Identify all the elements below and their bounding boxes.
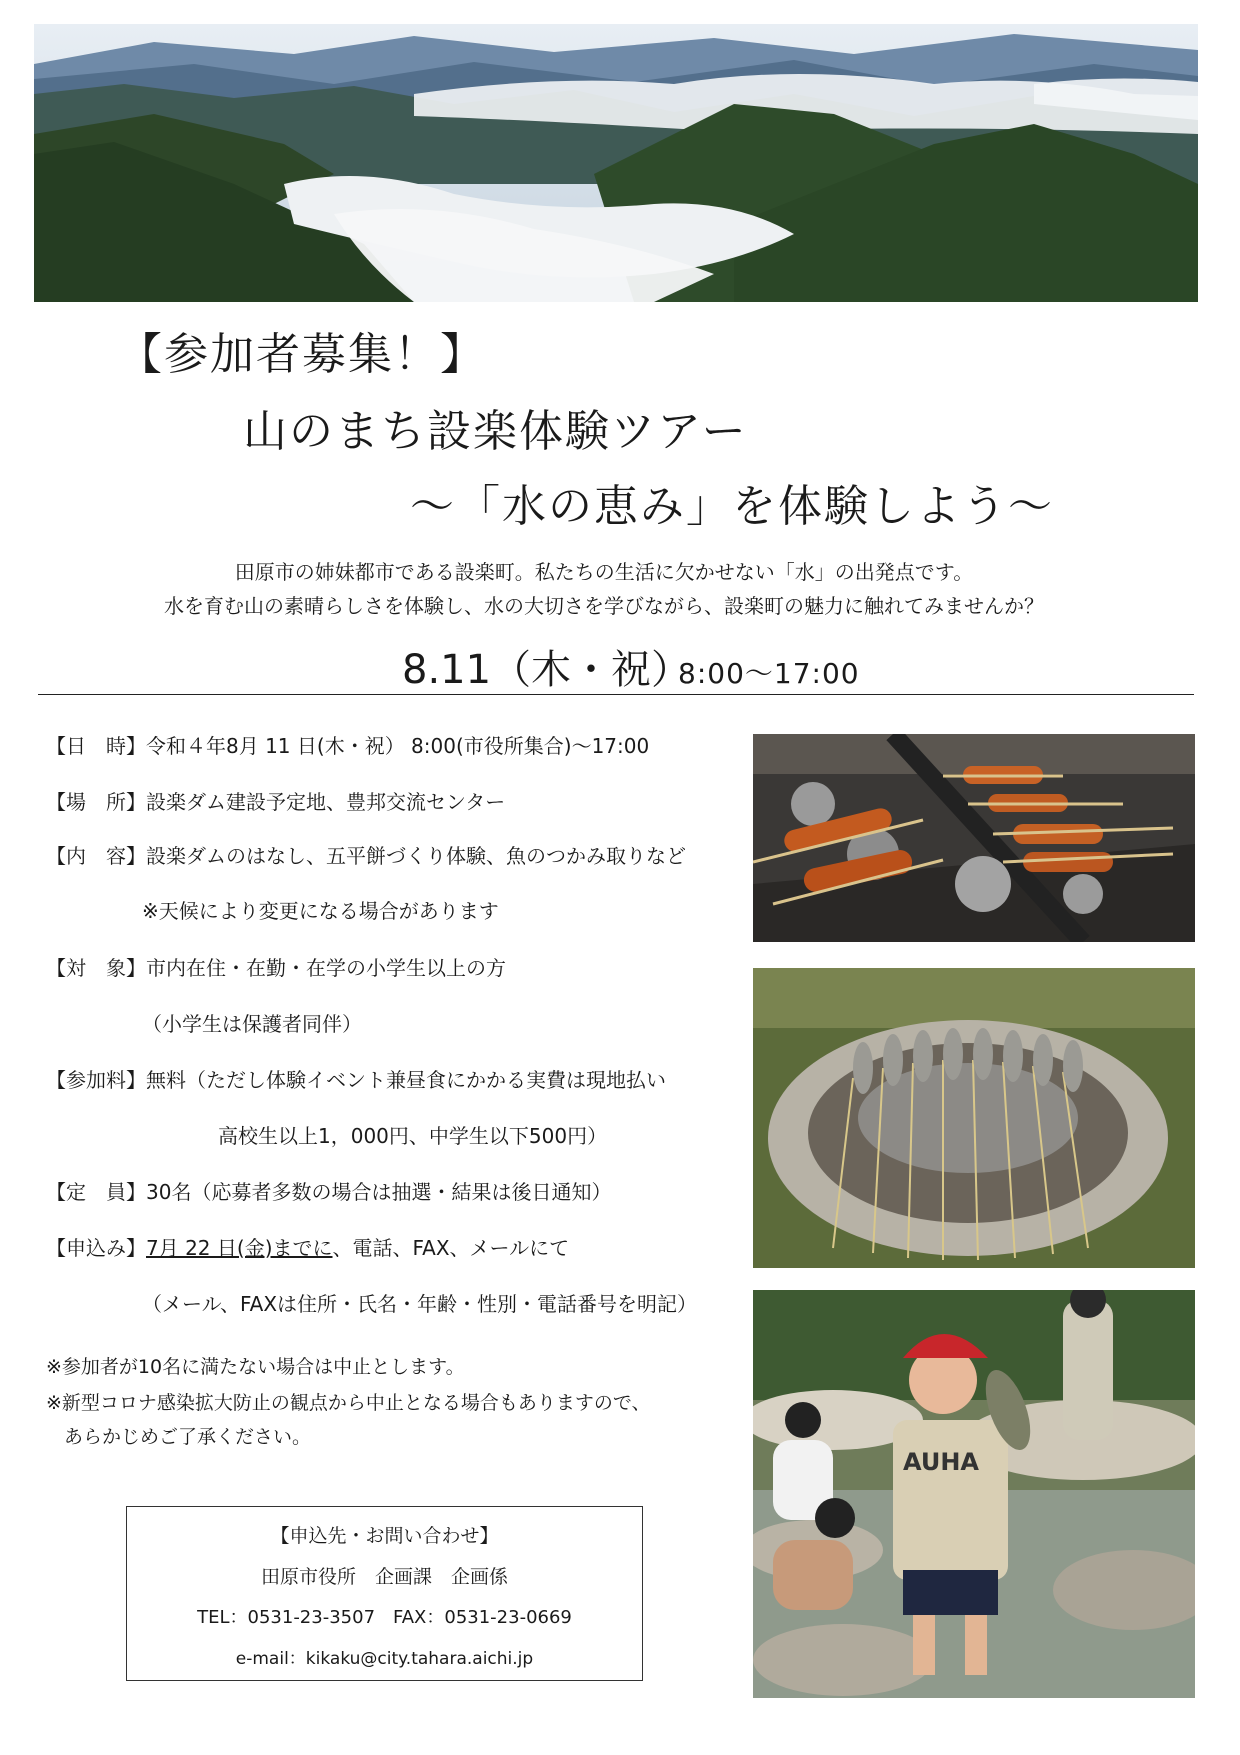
detail-place xyxy=(46,786,505,815)
detail-content-note: ※天候により変更になる場合があります xyxy=(142,899,499,923)
detail-label: 【場 所】 xyxy=(46,790,146,814)
detail-value: 設楽ダム建設予定地、豊邦交流センター xyxy=(146,790,506,814)
contact-phone: TEL：0531-23-3507 FAX：0531-23-0669 xyxy=(197,1607,572,1628)
contact-heading: 【申込先・お問い合わせ】 xyxy=(270,1525,499,1547)
detail-datetime xyxy=(46,730,649,759)
contact-box xyxy=(126,1506,643,1681)
note-cancel-min: ※参加者が10名に満たない場合は中止とします。 xyxy=(46,1356,465,1378)
event-date: 8.11（木・祝） xyxy=(402,647,692,693)
detail-content xyxy=(46,840,686,869)
shirt-text: AUHA xyxy=(903,1448,979,1476)
detail-target-note: （小学生は保護者同伴） xyxy=(142,1012,362,1036)
detail-label: 【申込み】 xyxy=(46,1236,146,1260)
apply-deadline: 7月 22 日(金)までに xyxy=(146,1236,333,1260)
detail-fee xyxy=(46,1064,666,1093)
detail-apply-note: （メール、FAXは住所・氏名・年齢・性別・電話番号を明記） xyxy=(142,1292,698,1316)
detail-label: 【日 時】 xyxy=(46,734,146,758)
detail-label: 【参加料】 xyxy=(46,1068,146,1092)
headline-tour-name: 山のまち設楽体験ツアー xyxy=(243,406,748,457)
photo-river-fishing xyxy=(753,1290,1195,1698)
detail-value: 30名（応募者多数の場合は抽選・結果は後日通知） xyxy=(146,1180,612,1204)
detail-label: 【定 員】 xyxy=(46,1180,146,1204)
intro-line-2: 水を育む山の素晴らしさを体験し、水の大切さを学びながら、設楽町の魅力に触れてみませんか？ xyxy=(164,594,1044,618)
detail-value: 設楽ダムのはなし、五平餅づくり体験、魚のつかみ取りなど xyxy=(146,844,686,868)
event-time: 8:00～17:00 xyxy=(678,657,860,690)
detail-label: 【内 容】 xyxy=(46,844,146,868)
headline-subtitle: ～「水の恵み」を体験しよう～ xyxy=(410,481,1054,532)
detail-fee-note: 高校生以上1，000円、中学生以下500円） xyxy=(218,1124,608,1148)
intro-line-1: 田原市の姉妹都市である設楽町。私たちの生活に欠かせない「水」の出発点です。 xyxy=(234,560,974,584)
note-covid-cont: あらかじめご了承ください。 xyxy=(64,1426,312,1448)
detail-value: 無料（ただし体験イベント兼昼食にかかる実費は現地払い xyxy=(146,1068,666,1092)
detail-value: 市内在住・在勤・在学の小学生以上の方 xyxy=(146,956,506,980)
divider-line xyxy=(38,694,1194,695)
detail-target xyxy=(46,952,506,981)
detail-value: 、電話、FAX、メールにて xyxy=(332,1236,570,1260)
detail-apply xyxy=(46,1232,569,1261)
note-covid: ※新型コロナ感染拡大防止の観点から中止となる場合もありますので、 xyxy=(46,1392,651,1414)
contact-org: 田原市役所 企画課 企画係 xyxy=(260,1566,508,1588)
detail-capacity xyxy=(46,1176,611,1205)
contact-email: e-mail：kikaku@city.tahara.aichi.jp xyxy=(235,1649,534,1669)
photo-fish-grilling xyxy=(753,968,1195,1268)
detail-label: 【対 象】 xyxy=(46,956,146,980)
headline-recruit: 【参加者募集！】 xyxy=(118,329,486,380)
hero-mountain-photo xyxy=(34,24,1198,302)
photo-gohei-mochi xyxy=(753,734,1195,942)
detail-value: 令和４年8月 11 日(木・祝） 8:00(市役所集合)～17:00 xyxy=(146,734,650,758)
